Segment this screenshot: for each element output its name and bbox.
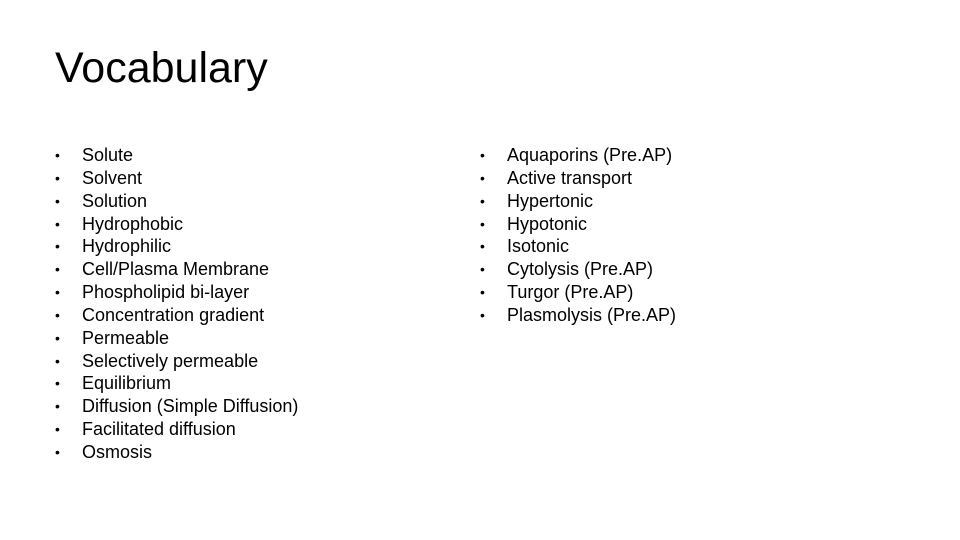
bullet-icon: • (55, 443, 60, 460)
vocabulary-term: Facilitated diffusion (82, 419, 236, 440)
bullet-icon: • (55, 261, 60, 278)
bullet-icon: • (480, 169, 485, 186)
slide-title: Vocabulary (55, 44, 268, 92)
bullet-icon: • (480, 306, 485, 323)
bullet-icon: • (55, 169, 60, 186)
vocabulary-term: Osmosis (82, 441, 153, 462)
bullet-icon: • (480, 192, 485, 209)
vocabulary-term: Hydrophilic (82, 236, 172, 257)
bullet-icon: • (480, 238, 485, 255)
vocabulary-term: Solute (82, 145, 134, 165)
bullet-icon: • (480, 215, 485, 232)
bullet-icon: • (55, 284, 60, 301)
vocabulary-term: Hydrophobic (82, 213, 184, 234)
vocabulary-term: Diffusion (Simple Diffusion) (82, 396, 299, 417)
vocabulary-term: Selectively permeable (82, 350, 259, 371)
bullet-icon: • (480, 147, 485, 163)
vocabulary-term: Concentration gradient (82, 304, 265, 325)
vocabulary-term: Cell/Plasma Membrane (82, 259, 270, 280)
bullet-icon: • (55, 192, 60, 209)
bullet-icon: • (55, 147, 60, 163)
bullet-icon: • (55, 352, 60, 369)
bullet-icon: • (55, 329, 60, 346)
vocabulary-term: Equilibrium (82, 373, 172, 394)
vocabulary-term: Hypertonic (507, 190, 594, 211)
bullet-icon: • (55, 398, 60, 415)
vocabulary-term: Phospholipid bi-layer (82, 282, 250, 303)
vocabulary-term: Aquaporins (Pre.AP) (507, 145, 673, 165)
vocabulary-term: Solvent (82, 167, 143, 188)
bullet-icon: • (55, 306, 60, 323)
bullet-icon: • (480, 284, 485, 301)
bullet-icon: • (55, 421, 60, 438)
bullet-icon: • (55, 375, 60, 392)
bullet-icon: • (55, 238, 60, 255)
vocabulary-term: Active transport (507, 167, 633, 188)
vocabulary-term: Solution (82, 190, 148, 211)
vocabulary-term: Plasmolysis (Pre.AP) (507, 304, 677, 325)
bullet-icon: • (480, 261, 485, 278)
vocabulary-term: Turgor (Pre.AP) (507, 282, 634, 303)
bullet-icon: • (55, 215, 60, 232)
vocabulary-term: Cytolysis (Pre.AP) (507, 259, 654, 280)
vocabulary-term: Permeable (82, 327, 170, 348)
vocabulary-term: Isotonic (507, 236, 570, 257)
vocabulary-term: Hypotonic (507, 213, 588, 234)
